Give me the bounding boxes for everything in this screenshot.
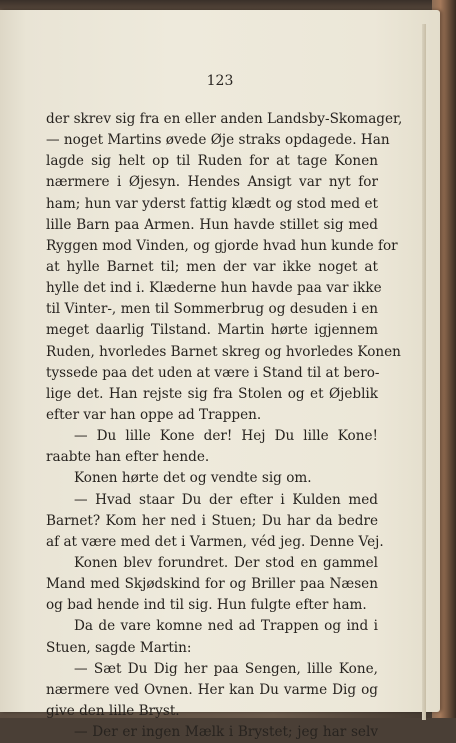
text-line: tyssede paa det uden at være i Stand til at bero- xyxy=(46,364,380,381)
text-line: — Sæt Du Dig her paa Sengen, lille Kone, xyxy=(74,660,378,677)
text-line: Barnet? Kom her ned i Stuen; Du har da bedre xyxy=(46,512,378,529)
text-line: af at være med det i Varmen, véd jeg. Denne Vej. xyxy=(46,533,384,550)
text-line: Ruden, hvorledes Barnet skreg og hvorledes Konen xyxy=(46,343,401,360)
text-line: lille Barn paa Armen. Hun havde stillet sig med xyxy=(46,216,378,233)
text-line: Stuen, sagde Martin: xyxy=(46,639,192,656)
text-line: lagde sig helt op til Ruden for at tage Konen xyxy=(46,153,378,170)
text-line: — noget Martins øvede Øje straks opdagede. Han xyxy=(46,132,390,149)
text-line: raabte han efter hende. xyxy=(46,449,210,466)
text-line: give den lille Bryst. xyxy=(46,702,180,719)
text-line: og bad hende ind til sig. Hun fulgte efter ham. xyxy=(46,597,367,614)
text-line: — Du lille Kone der! Hej Du lille Kone! xyxy=(74,428,378,445)
text-line: — Der er ingen Mælk i Brystet; jeg har selv xyxy=(74,724,378,741)
text-line: nærmere i Øjesyn. Hendes Ansigt var nyt for xyxy=(46,174,378,191)
text-line: Konen hørte det og vendte sig om. xyxy=(74,470,312,487)
page-number: 123 xyxy=(206,73,234,89)
text-line: Ryggen mod Vinden, og gjorde hvad hun kunde for xyxy=(46,237,398,254)
text-line: Da de vare komne ned ad Trappen og ind i xyxy=(74,618,378,635)
text-line: — Hvad staar Du der efter i Kulden med xyxy=(74,491,378,508)
text-line: ham; hun var yderst fattig klædt og stod med et xyxy=(46,195,378,212)
text-line: hylle det ind i. Klæderne hun havde paa var ikke xyxy=(46,280,382,297)
page-edge xyxy=(422,24,426,720)
text-line: at hylle Barnet til; men der var ikke noget at xyxy=(46,258,378,275)
text-line: Mand med Skjødskind for og Briller paa Næsen xyxy=(46,576,378,593)
book-page xyxy=(0,10,440,741)
text-line: til Vinter-, men til Sommerbrug og desuden i en xyxy=(46,301,378,318)
body-text xyxy=(46,109,403,743)
text-line: nærmere ved Ovnen. Her kan Du varme Dig og xyxy=(46,681,378,698)
text-line: efter var han oppe ad Trappen. xyxy=(46,406,262,423)
text-line: der skrev sig fra en eller anden Landsby-Skomager, xyxy=(46,111,403,127)
text-line: Konen blev forundret. Der stod en gammel xyxy=(74,554,378,571)
text-line: lige det. Han rejste sig fra Stolen og et Øjeblik xyxy=(46,385,378,402)
text-line: meget daarlig Tilstand. Martin hørte igjennem xyxy=(46,322,378,339)
